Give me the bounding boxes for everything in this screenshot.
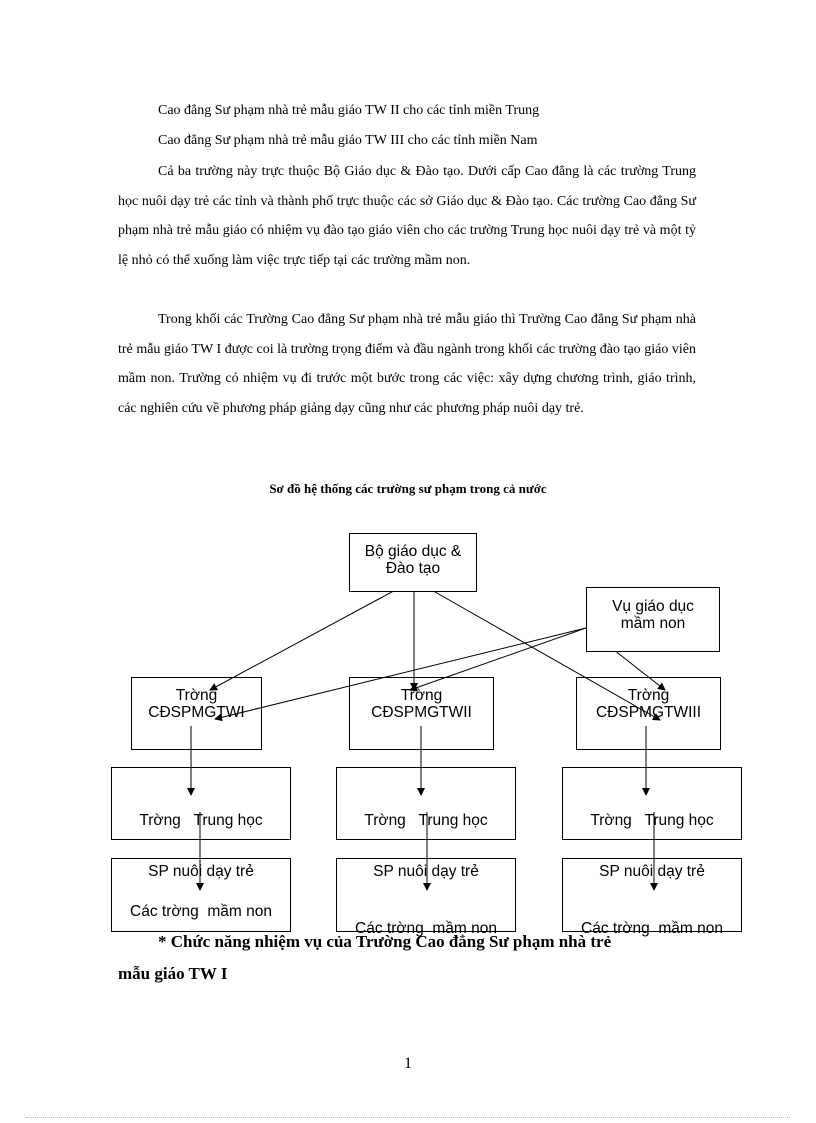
section-heading-line1: * Chức năng nhiệm vụ của Trường Cao đẳng Sư phạm nhà trẻ	[158, 932, 612, 951]
college-box-1	[131, 677, 262, 750]
kindergarten-box-2	[336, 858, 516, 937]
kindergarten-box-3	[562, 858, 742, 937]
secondary-box-3	[562, 767, 742, 880]
ministry-box	[349, 533, 477, 592]
college-box-3	[576, 677, 721, 750]
college-1-line1: Trờng	[175, 687, 218, 704]
department-box	[586, 587, 720, 652]
text-line-tw2: Cao đẳng Sư phạm nhà trẻ mẫu giáo TW II cho các tỉnh miền Trung	[158, 103, 540, 118]
college-3-line2: CĐSPMGTWIII	[595, 704, 702, 721]
paragraph-key-school: Trong khối các Trường Cao đẳng Sư phạm nhà trẻ mẫu giáo thì Trường Cao đẳng Sư phạm nhà trẻ mẫu giáo TW I được coi là trường trọng điểm và đầu ngành trong khối các trường đào tạo giáo viên mầm non. Trường có nhiệm vụ đi trước một bước trong các việc: xây dựng chương trình, giáo trình, các nghiên cứu về phương pháp giảng dạy cũng như các phương pháp nuôi dạy trẻ.	[118, 312, 696, 416]
ministry-line1: Bộ giáo dục &	[364, 543, 462, 560]
ministry-line2: Đào tạo	[385, 560, 441, 577]
secondary-2-line1: Trờng Trung học	[364, 812, 488, 829]
secondary-box-2	[336, 767, 516, 880]
department-line2: mầm non	[620, 615, 686, 632]
connector-ministry-college1	[210, 580, 414, 690]
kindergarten-2-label: Các trờng mầm non	[355, 920, 497, 937]
secondary-1-line1: Trờng Trung học	[139, 812, 263, 829]
college-2-line2: CĐSPMGTWII	[371, 704, 472, 721]
diagram-caption: Sơ đồ hệ thống các trường sư phạm trong cả nước	[269, 481, 547, 496]
college-3-line1: Trờng	[627, 687, 670, 704]
kindergarten-3-label: Các trờng mầm non	[581, 920, 723, 937]
paragraph-affiliation: Cả ba trường này trực thuộc Bộ Giáo dục & Đào tạo. Dưới cấp Cao đẳng là các trường Trung học nuôi dạy trẻ các tỉnh và thành phố trực thuộc các sở Giáo dục & Đào tạo. Các trường Cao đẳng Sư phạm nhà trẻ mẫu giáo có nhiệm vụ đào tạo giáo viên cho các trường Trung học nuôi dạy trẻ và một tỷ lệ nhỏ có thể xuống làm việc trực tiếp tại các trường mầm non.	[118, 164, 696, 268]
college-box-2	[349, 677, 494, 750]
secondary-3-line1: Trờng Trung học	[590, 812, 714, 829]
department-line1: Vụ giáo dục	[612, 598, 694, 615]
college-2-line1: Trờng	[400, 687, 443, 704]
page-bottom-rule	[26, 1117, 790, 1118]
text-line-tw3: Cao đẳng Sư phạm nhà trẻ mẫu giáo TW III cho các tỉnh miền Nam	[158, 133, 538, 148]
secondary-2-line2: SP nuôi dạy trẻ	[373, 863, 479, 880]
kindergarten-1-label: Các trờng mầm non	[130, 903, 272, 920]
secondary-box-1	[111, 767, 291, 880]
section-heading-line2: mẫu giáo TW I	[118, 964, 228, 983]
page-number: 1	[404, 1055, 412, 1072]
secondary-1-line2: SP nuôi dạy trẻ	[148, 863, 254, 880]
kindergarten-box-1	[111, 858, 291, 932]
college-1-line2: CĐSPMGTWI	[148, 704, 245, 721]
secondary-3-line2: SP nuôi dạy trẻ	[599, 863, 705, 880]
